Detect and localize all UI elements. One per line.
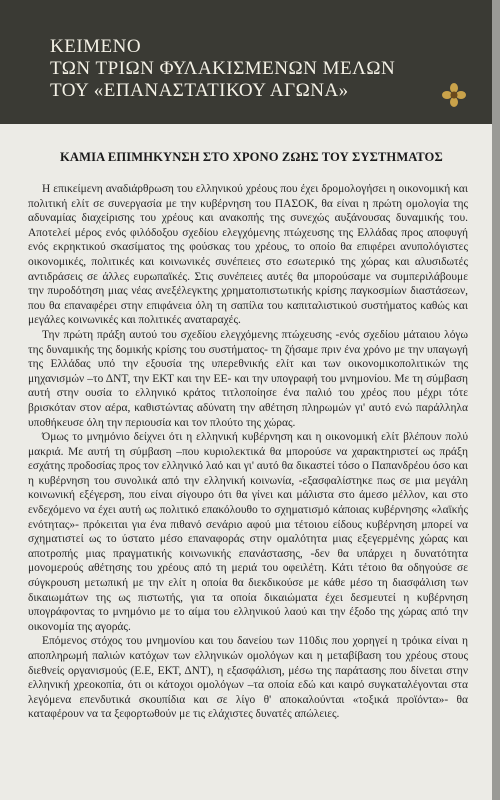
paragraph: Η επικείμενη αναδιάρθρωση του ελληνικού χρέους που έχει δρομολογήσει η οικονομική και πολιτική ελίτ σε συνεργασία με την κυβέρνηση του ΠΑΣΟΚ, θα είναι η πρώτη ομολογία της αδυναμίας διαχείρισης του χρέους και ανακοπής της συνεχώς αυξάνουσας δυναμικής του. Αποτελεί μέρος ενός φιλόδοξου σχεδίου ελεγχόμενης πτώχευσης της Ελλάδας προς αποφυγή ενός εκρηκτικού σκασίματος της φούσκας του χρέους, το οποίο θα επιφέρει ανυπολόγιστες οικονομικές, πολιτικές και κοινωνικές συνέπειες στο εσωτερικό της χώρας και αλυσιδωτές αντιδράσεις σε άλλες ευρωπαϊκές. Στις συνέπειες αυτές θα μπορούσαμε να συμπεριλάβουμε την πυροδότηση μιας νέας ανεξέλεγκτης χρηματοπιστωτικής κρίσης παγκοσμίων διαστάσεων, που θα επαναφέρει στην επιφάνεια όλη τη σαπίλα του καπιταλιστικού συστήματος καθώς και μεγάλες κοινωνικές και πολιτικές αναταραχές. xyxy=(28,183,468,327)
article-body xyxy=(28,182,468,722)
flower-icon xyxy=(441,82,467,108)
paragraph: Όμως το μνημόνιο δείχνει ότι η ελληνική κυβέρνηση και η οικονομική ελίτ βλέπουν πολύ μακριά. Με αυτή τη σύμβαση –που κυριολεκτικά θα μπορούσε να χαρακτηριστεί ως πράξη εσχάτης προδοσίας προς τον ελληνικό λαό και γι' αυτό θα δικαστεί τόσο ο Παπανδρέου όσο και η κυβέρνηση του συνολικά από την ελληνική κοινωνία, -εξασφαλίστηκε πως σε μια μεγάλη κοινωνική εξέγερση, που είναι σίγουρο ότι θα γίνει και μάλιστα στο άμεσο μέλλον, και στο ενδεχόμενο να έχει αυτή ως πολιτικό επακόλουθο το σχηματισμό κάποιας κυβέρνησης «λαϊκής ενότητας»- πρόκειται για ένα πιθανό σενάριο αφού μια τέτοιου είδους κυβέρνηση μπορεί να σχηματιστεί ως το ύστατο μέσο επαναφοράς στην ομαλότητα μιας εξεγερμένης χώρας και αποτροπής μιας πραγματικής κοινωνικής επανάστασης, -δεν θα υπάρχει η δυνατότητα μονομερούς αθέτησης του χρέους από τη μεριά του οφειλέτη. Κάτι τέτοιο θα οδηγούσε σε σύγκρουση μετωπική με την ελίτ η οποία θα διεκδικούσε με κάθε μέσο τη διασφάλιση των δικαιωμάτων της ως πιστωτής, για τα οποία δικαιώματα έχει δεσμευτεί η κυβέρνηση υπογράφοντας το μνημόνιο με το αίμα του ελληνικού λαού και την έξοδο της χώρας από την οικονομία της αγοράς. xyxy=(28,431,468,633)
paragraph: Επόμενος στόχος του μνημονίου και του δανείου των 110δις που χορηγεί η τρόικα είναι η αποπληρωμή παλιών κατόχων των ελληνικών ομολόγων και η μεταβίβαση του χρέους στους διεθνείς οργανισμούς (Ε.Ε, ΕΚΤ, ΔΝΤ), η εξασφάλιση, μέσω της παράτασης που δίνεται στην ελληνική χρεοκοπία, ότι οι κάτοχοι ομολόγων –τα οποία εδώ και καιρό συγκαταλέγονται στα λεγόμενα επενδυτικά σκουπίδια και σε λίγο θ' αποκαλούνται «τοξικά προϊόντα»- θα καταφέρουν να τα ξεφορτωθούν με τις ελάχιστες δυνατές απώλειες. xyxy=(28,635,468,721)
article-subtitle: ΚΑΜΙΑ ΕΠΙΜΗΚΥΝΣΗ ΣΤΟ ΧΡΟΝΟ ΖΩΗΣ ΤΟΥ ΣΥΣΤΗΜΑΤΟΣ xyxy=(60,150,443,164)
page-title: ΚΕΙΜΕΝΟ ΤΩΝ ΤΡΙΩΝ ΦΥΛΑΚΙΣΜΕΝΩΝ ΜΕΛΩΝ ΤΟΥ «ΕΠΑΝΑΣΤΑΤΙΚΟΥ ΑΓΩΝΑ» xyxy=(50,36,396,101)
header-banner xyxy=(0,0,500,124)
paragraph: Την πρώτη πράξη αυτού του σχεδίου ελεγχόμενης πτώχευσης -ενός σχεδίου μάταιου λόγω της δυναμικής της δομικής κρίσης του συστήματος- τη ζήσαμε πριν ένα χρόνο με την υπαγωγή της Ελλάδας υπό την εξουσία της υπερεθνικής ελίτ και των οικονομικοπολιτικών της μηχανισμών –το ΔΝΤ, την ΕΚΤ και την ΕΕ- και την υπογραφή του μνημονίου. Με τη σύμβαση αυτή στην ουσία το ελληνικό κράτος τιτλοποίησε ένα παλιό του χρέος που μέχρι τότε βρισκόταν στον αέρα, καθιστώντας αδύνατη την αθέτηση πληρωμών γι' αυτό ενώ παράλληλα υποθήκευσε όλη την περιουσία και τον πλούτο της χώρας. xyxy=(28,328,468,429)
